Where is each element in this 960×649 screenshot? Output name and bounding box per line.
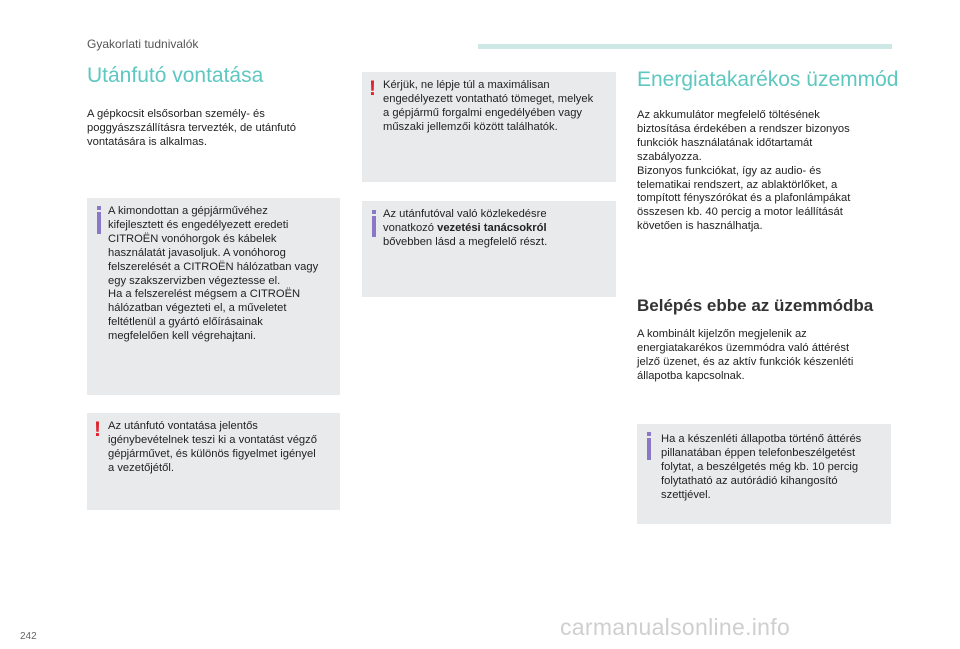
middle-info-box: [362, 201, 616, 297]
left-title: Utánfutó vontatása: [87, 64, 264, 87]
info-icon: [647, 438, 651, 460]
right-title: Energiatakarékos üzemmód: [637, 68, 899, 91]
middle-info-text-pre: Az utánfutóval való közlekedésre vonatkozó: [383, 208, 547, 234]
middle-info-text-bold: vezetési tanácsokról: [437, 221, 547, 234]
middle-warning-box: [362, 72, 616, 182]
watermark: carmanualsonline.info: [560, 614, 791, 640]
middle-warning-text: Kérjük, ne lépje túl a maximálisan engedélyezett vontatható tömeget, melyek a gépjármű forgalmi engedélyében vagy műszaki jellemzői között találhatók.: [383, 79, 594, 133]
section-label: Gyakorlati tudnivalók: [87, 37, 199, 51]
info-icon: [97, 212, 101, 234]
warning-icon: !: [94, 418, 101, 441]
warning-icon: !: [369, 77, 376, 100]
middle-info-text-post: bővebben lásd a megfelelő részt.: [383, 235, 548, 248]
info-icon: [372, 216, 376, 237]
left-warning-box: [87, 413, 340, 510]
right-info-box: [637, 424, 891, 524]
right-subtitle: Belépés ebbe az üzemmódba: [637, 296, 874, 315]
left-info-text: A kimondottan a gépjárművéhez kifejlesztett és engedélyezett eredeti CITROËN vonóhorgok és kábelek használatát javasoljuk. A vonóhorog felszerelését a CITROËN hálózatban vagy egy szakszervizben végeztesse el. Ha a felszerelést mégsem a CITROËN hálózatban végezteti el, a műveletet feltétlenül a gyártó előírásainak megfelelően kell végrehajtani.: [108, 205, 319, 343]
left-info-box: [87, 198, 340, 395]
page-number: 242: [20, 631, 37, 642]
right-info-text: Ha a készenléti állapotba történő áttérés pillanatában éppen telefonbeszélgetést folytat, a beszélgetés még kb. 10 percig folytatható az autórádió kihangosító szettjével.: [661, 433, 862, 501]
left-intro: A gépkocsit elsősorban személy- és poggyászszállításra tervezték, de utánfutó vontatására is alkalmas.: [87, 108, 296, 148]
right-paragraph: Az akkumulátor megfelelő töltésének biztosítása érdekében a rendszer bizonyos funkciók használatának időtartamát szabályozza. Bizonyos funkciókat, így az audio- és telematikai rendszert, az ablaktörlőket, a tompított fényszórókat és a plafonlámpákat összesen kb. 40 percig a motor leállítását követően is használhatja.: [637, 109, 851, 233]
right-paragraph-2: A kombinált kijelzőn megjelenik az energiatakarékos üzemmódra való áttérést jelző üzenet, és az aktív funkciók készenléti állapotba kapcsolnak.: [637, 328, 854, 382]
left-warning-text: Az utánfutó vontatása jelentős igénybevételnek teszi ki a vontatást végző gépjárművet, és különös figyelmet igényel a vezetőjétől.: [108, 420, 317, 474]
middle-info-text: [383, 208, 614, 250]
header-accent-bar: [478, 44, 892, 49]
